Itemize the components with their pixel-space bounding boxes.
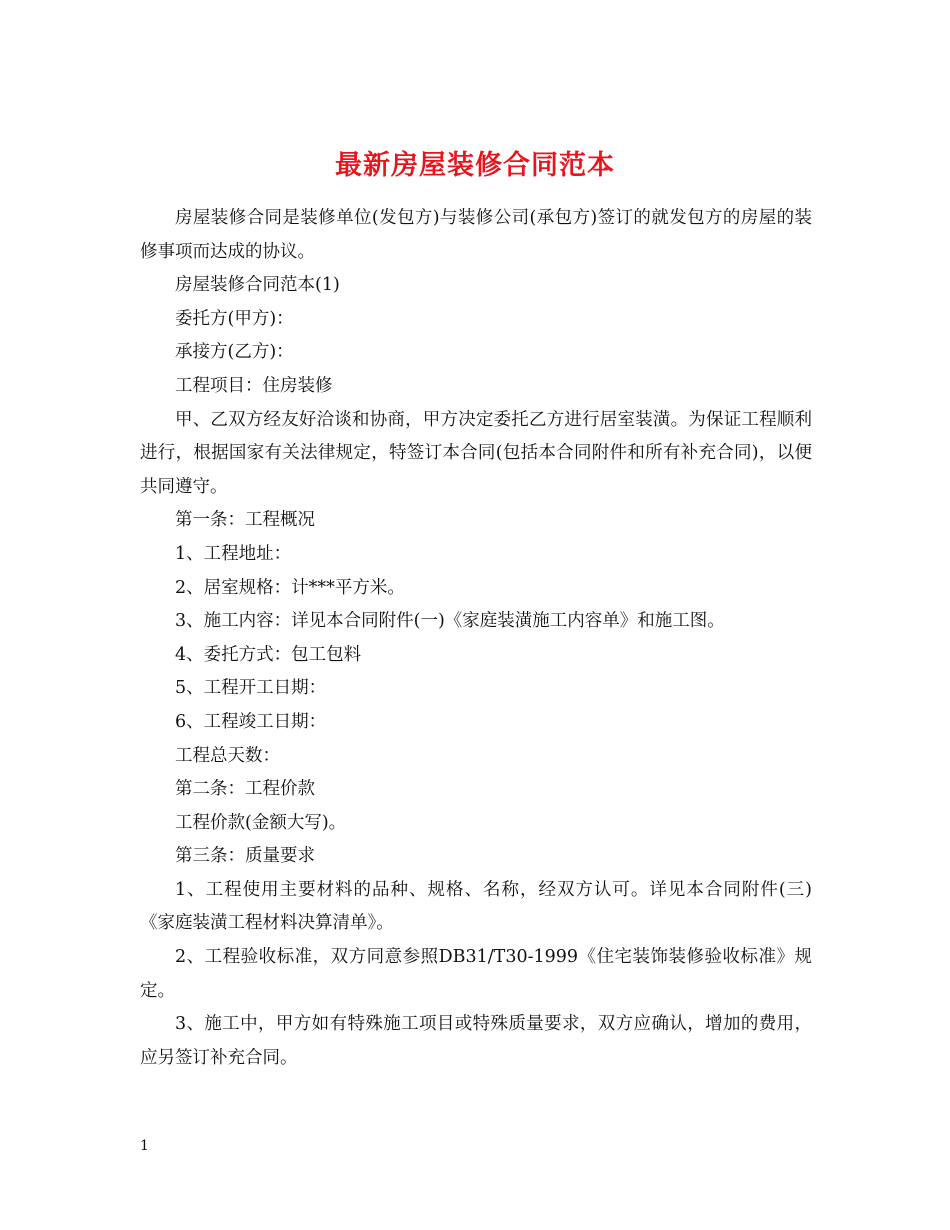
paragraph-size: 2、居室规格：计***平方米。: [175, 577, 405, 598]
paragraph-content: 3、施工内容：详见本合同附件(一)《家庭装潢施工内容单》和施工图。: [175, 611, 725, 632]
paragraph-agreement: 甲、乙双方经友好洽谈和协商，甲方决定委托乙方进行居室装潢。为保证工程顺利进行，根据国家有关法律规定，特签订本合同(包括本合同附件和所有补充合同)，以便共同遵守。: [140, 409, 812, 497]
paragraph-price: 工程价款(金额大写)。: [175, 812, 347, 833]
paragraph-article-1: 第一条：工程概况: [175, 510, 315, 531]
paragraph-method: 4、委托方式：包工包料: [175, 644, 362, 665]
paragraph-party-b: 承接方(乙方)：: [175, 342, 294, 363]
paragraph-address: 1、工程地址：: [175, 543, 292, 564]
paragraph-total-days: 工程总天数：: [175, 745, 280, 766]
paragraph-project: 工程项目：住房装修: [175, 375, 333, 396]
paragraph-quality-3: 3、施工中，甲方如有特殊施工项目或特殊质量要求，双方应确认，增加的费用，应另签订补充合同。: [140, 1014, 812, 1068]
paragraph-quality-2: 2、工程验收标准，双方同意参照DB31/T30-1999《住宅装饰装修验收标准》规定。: [140, 947, 812, 1001]
paragraph-sample-heading: 房屋装修合同范本(1): [175, 275, 340, 296]
paragraph-intro: 房屋装修合同是装修单位(发包方)与装修公司(承包方)签订的就发包方的房屋的装修事项而达成的协议。: [140, 208, 812, 262]
paragraph-end-date: 6、工程竣工日期：: [175, 711, 327, 732]
paragraph-article-3: 第三条：质量要求: [175, 846, 315, 867]
page-number: 1: [140, 1138, 149, 1154]
document-body: [140, 202, 812, 1075]
paragraph-article-2: 第二条：工程价款: [175, 779, 315, 800]
paragraph-quality-1: 1、工程使用主要材料的品种、规格、名称，经双方认可。详见本合同附件(三)《家庭装潢工程材料决算清单》。: [140, 879, 812, 934]
paragraph-start-date: 5、工程开工日期：: [175, 678, 327, 699]
document-title: 最新房屋装修合同范本: [335, 150, 615, 182]
paragraph-party-a: 委托方(甲方)：: [175, 308, 294, 329]
